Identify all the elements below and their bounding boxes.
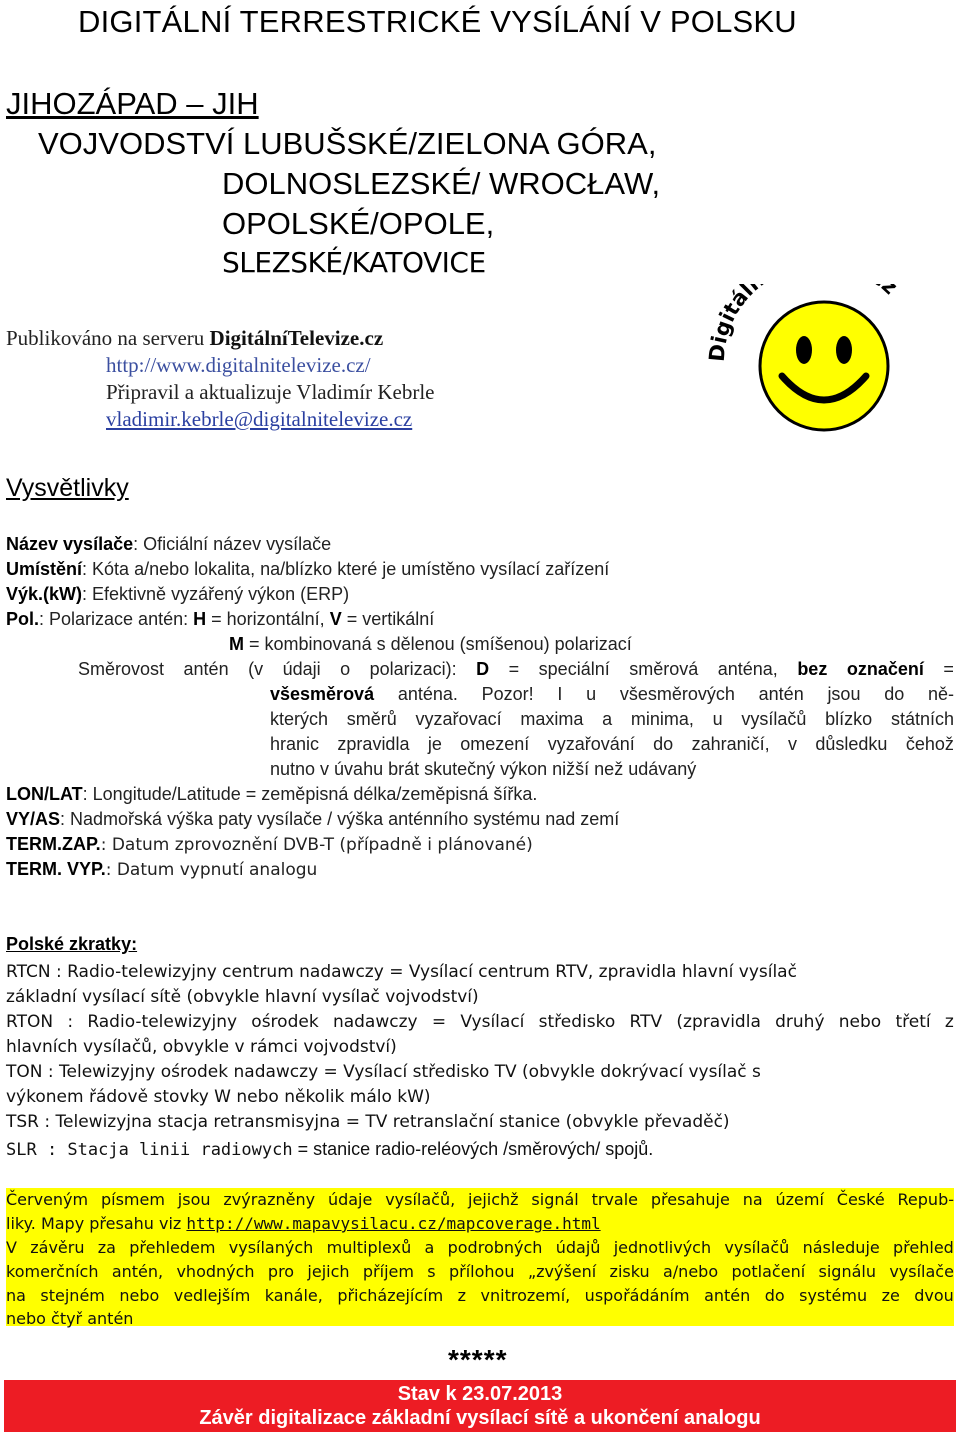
word: na xyxy=(742,1190,763,1209)
legend-vykon xyxy=(6,584,349,605)
word: signálu xyxy=(818,1262,876,1281)
word: u xyxy=(712,709,723,729)
word: s xyxy=(427,1262,436,1281)
legend-def: : Kóta a/nebo lokalita, na/blízko které je umístěno vysílací zařízení xyxy=(82,559,610,579)
legend-term: Pol. xyxy=(6,609,40,629)
word: Směrovost xyxy=(78,659,165,679)
word: příjem xyxy=(362,1262,414,1281)
word: vhodných xyxy=(176,1262,255,1281)
notice-text: liky. Mapy přesahu viz xyxy=(6,1214,187,1233)
word: podrobných xyxy=(447,1238,543,1257)
word: ze xyxy=(881,1286,900,1305)
word: vyzařovací xyxy=(415,709,502,729)
word: nadawczy xyxy=(332,1012,418,1032)
word: jednotlivých xyxy=(613,1238,712,1257)
legend-kombinovana xyxy=(229,634,632,655)
word: zvýrazněny xyxy=(223,1190,316,1209)
word: (zpravidla xyxy=(676,1012,761,1032)
word: = xyxy=(508,659,520,679)
legend-vyas xyxy=(6,809,619,830)
notice-line-5 xyxy=(6,1286,954,1305)
word: V xyxy=(6,1238,17,1257)
word: přehled xyxy=(893,1238,954,1257)
legend-term: LON/LAT xyxy=(6,784,83,804)
word: omezení xyxy=(460,734,530,754)
legend-def: : Efektivně vyzářený výkon (ERP) xyxy=(82,584,350,604)
legend-term: VY/AS xyxy=(6,809,61,829)
word: vysílačů xyxy=(741,709,807,729)
word: všesměrových xyxy=(619,684,735,704)
word: a/nebo xyxy=(662,1262,719,1281)
word: Vysílací xyxy=(460,1012,525,1032)
word: písmem xyxy=(100,1190,165,1209)
legend-term: V xyxy=(329,609,342,629)
notice-line-4 xyxy=(6,1262,954,1281)
word: Pozor! xyxy=(481,684,534,704)
word: hranic xyxy=(270,734,320,754)
publisher-prefix: Publikováno na serveru xyxy=(6,326,210,350)
legend-def: = horizontální, xyxy=(206,609,330,629)
word: kanále, xyxy=(264,1286,323,1305)
word: směrů xyxy=(346,709,397,729)
region-line-1: JIHOZÁPAD – JIH xyxy=(6,86,259,121)
word: údaji xyxy=(282,659,321,679)
word: minima, xyxy=(630,709,694,729)
word: ně- xyxy=(927,684,954,704)
abbr-slr-term: SLR : Stacja linii radiowych xyxy=(6,1140,293,1160)
word: vysílačů, xyxy=(385,1190,456,1209)
legend-def: : Oficiální název vysílače xyxy=(133,534,332,554)
abbr-rton-2: hlavních vysílačů, obvykle v rámci vojvodství) xyxy=(6,1037,397,1057)
notice-line-3 xyxy=(6,1238,954,1257)
word: kterých xyxy=(270,709,329,729)
legend-termvyp xyxy=(6,859,317,880)
word: z xyxy=(944,1012,954,1032)
abbr-slr xyxy=(6,1139,653,1160)
legend-lonlat xyxy=(6,784,537,805)
word: středisko xyxy=(538,1012,616,1032)
word: = xyxy=(431,1012,447,1032)
legend-umisteni xyxy=(6,559,609,580)
word: komerčních xyxy=(6,1262,99,1281)
word: vysílačů xyxy=(724,1238,790,1257)
separator: ***** xyxy=(448,1344,508,1375)
word: jsou xyxy=(177,1190,211,1209)
word: nebo xyxy=(119,1286,160,1305)
word: údajů xyxy=(555,1238,601,1257)
legend-def: : Nadmořská výška paty vysílače / výška anténního systému nad zemí xyxy=(60,809,620,829)
legend-termzap xyxy=(6,834,533,855)
word: přílohou xyxy=(448,1262,515,1281)
word: uspořádáním xyxy=(584,1286,690,1305)
logo xyxy=(706,284,932,434)
legend-smerovost xyxy=(78,659,954,680)
word: nebo xyxy=(838,1012,882,1032)
notice-line-2 xyxy=(6,1214,601,1233)
legend-line-8 xyxy=(270,709,954,730)
word: vnitrozemí, xyxy=(480,1286,571,1305)
word: systému xyxy=(799,1286,868,1305)
word: polarizaci): xyxy=(369,659,457,679)
word: D xyxy=(476,659,490,679)
word: vedlejším xyxy=(173,1286,251,1305)
word: za xyxy=(97,1238,116,1257)
legend-def: : Polarizace antén: xyxy=(39,609,194,629)
region-line-2: VOJVODSTVÍ LUBUŠSKÉ/ZIELONA GÓRA, xyxy=(38,126,657,161)
word: maxima xyxy=(520,709,584,729)
word: z xyxy=(457,1286,467,1305)
word: a xyxy=(602,709,613,729)
word: RTV xyxy=(629,1012,663,1032)
word: vyzařování xyxy=(547,734,635,754)
word: zahraničí, xyxy=(691,734,770,754)
legend-line-7 xyxy=(270,684,954,705)
legend-term: TERM. VYP. xyxy=(6,859,106,879)
page-title: DIGITÁLNÍ TERRESTRICKÉ VYSÍLÁNÍ V POLSKU xyxy=(78,4,797,39)
region-line-3: DOLNOSLEZSKÉ/ WROCŁAW, xyxy=(222,166,661,201)
word: anténa, xyxy=(717,659,778,679)
word: označení xyxy=(846,659,924,679)
word: třetí xyxy=(895,1012,931,1032)
word: státních xyxy=(890,709,954,729)
legend-term: H xyxy=(193,609,207,629)
abbr-rton-1 xyxy=(6,1012,954,1032)
word: RTON xyxy=(6,1012,54,1032)
legend-term: Název vysílače xyxy=(6,534,134,554)
word: a xyxy=(424,1238,435,1257)
word: bez xyxy=(797,659,828,679)
word: čehož xyxy=(905,734,954,754)
word: o xyxy=(340,659,351,679)
legend-def: : Longitude/Latitude = zeměpisná délka/zeměpisná šířka. xyxy=(82,784,538,804)
word: přicházejícím xyxy=(337,1286,444,1305)
legend-term: TERM.ZAP. xyxy=(6,834,101,854)
logo-text: Digitál z xyxy=(706,284,903,363)
legend-heading: Vysvětlivky xyxy=(6,474,129,502)
smiley-face-icon xyxy=(706,284,932,434)
word: blízko xyxy=(825,709,873,729)
publisher-site: DigitálníTelevize.cz xyxy=(209,326,384,350)
footer-subtitle: Závěr digitalizace základní vysílací sítě a ukončení analogu xyxy=(199,1407,761,1429)
word: stejném xyxy=(40,1286,105,1305)
legend-def: : Datum zprovoznění DVB-T (případně i plánované) xyxy=(100,835,533,855)
word: důsledku xyxy=(815,734,888,754)
notice-line-6: nebo čtyř antén xyxy=(6,1309,134,1328)
legend-line-10: nutno v úvahu brát skutečný výkon nižší než udávaný xyxy=(270,759,697,779)
word: druhý xyxy=(775,1012,825,1032)
word: (v xyxy=(248,659,264,679)
abbr-ton-2: výkonem řádově stovky W nebo několik málo kW) xyxy=(6,1087,431,1107)
word: antén, xyxy=(111,1262,164,1281)
legend-polarizace xyxy=(6,609,434,630)
word: v xyxy=(788,734,797,754)
word: signál xyxy=(531,1190,579,1209)
word: jejich xyxy=(307,1262,350,1281)
word: závěru xyxy=(30,1238,85,1257)
word: na xyxy=(6,1286,26,1305)
publisher-url-link[interactable]: http://www.digitalnitelevize.cz/ xyxy=(106,353,371,377)
publisher-line xyxy=(6,326,383,351)
legend-def: : Datum vypnutí analogu xyxy=(105,860,318,880)
abbr-ton-1: TON : Telewizyjny ośrodek nadawczy = Vysílací středisko TV (obvykle dokrývací vysílač s xyxy=(6,1062,761,1082)
word: vysílaných xyxy=(228,1238,314,1257)
word: zpravidla xyxy=(337,734,410,754)
word: do xyxy=(764,1286,785,1305)
abbr-rtcn-2: základní vysílací sítě (obvykle hlavní vysílač vojvodství) xyxy=(6,987,479,1007)
abbr-tsr: TSR : Telewizyjna stacja retransmisyjna = TV retranslační stanice (obvykle převaděč) xyxy=(6,1112,730,1132)
word: anténa. xyxy=(397,684,458,704)
word: jsou xyxy=(827,684,861,704)
word: České xyxy=(836,1190,885,1209)
word: je xyxy=(427,734,442,754)
word: přesahuje xyxy=(650,1190,730,1209)
region-line-4: OPOLSKÉ/OPOLE, xyxy=(222,206,495,241)
word: antén xyxy=(758,684,804,704)
word: do xyxy=(884,684,905,704)
legend-term: Umístění xyxy=(6,559,83,579)
word: do xyxy=(653,734,674,754)
word: směrová xyxy=(629,659,699,679)
word: následuje xyxy=(802,1238,880,1257)
notice-line-1 xyxy=(6,1190,954,1209)
legend-line-9 xyxy=(270,734,954,755)
abbr-slr-def: = stanice radio-reléových /směrových/ spojů. xyxy=(292,1139,654,1159)
publisher-author: Připravil a aktualizuje Vladimír Kebrle xyxy=(106,380,435,404)
word: všesměrová xyxy=(270,684,375,704)
footer-date: Stav k 23.07.2013 xyxy=(397,1383,563,1405)
mapcoverage-link[interactable]: http://www.mapavysilacu.cz/mapcoverage.html xyxy=(186,1214,601,1233)
word: přehledem xyxy=(129,1238,216,1257)
legend-nazev xyxy=(6,534,331,555)
word: multiplexů xyxy=(326,1238,412,1257)
word: : xyxy=(67,1012,74,1032)
word: údaje xyxy=(327,1190,373,1209)
word: „zvýšení xyxy=(527,1262,597,1281)
word: Repub- xyxy=(897,1190,954,1209)
legend-def: = kombinovaná s dělenou (smíšenou) polarizací xyxy=(244,634,632,654)
word: Radio-telewizyjny xyxy=(87,1012,238,1032)
legend-def: = vertikální xyxy=(341,609,435,629)
word: území xyxy=(775,1190,824,1209)
abbreviations-heading: Polské zkratky: xyxy=(6,934,138,954)
publisher-email-link[interactable]: vladimir.kebrle@digitalnitelevize.cz xyxy=(106,407,413,431)
word: trvale xyxy=(591,1190,639,1209)
word: ośrodek xyxy=(251,1012,319,1032)
abbr-rtcn-1: RTCN : Radio-telewizyjny centrum nadawczy = Vysílací centrum RTV, zpravidla hlavní vysílač xyxy=(6,962,797,982)
word: antén xyxy=(183,659,229,679)
word: Červeným xyxy=(6,1190,89,1209)
word: dvou xyxy=(914,1286,954,1305)
legend-term: M xyxy=(229,634,244,654)
word: speciální xyxy=(538,659,610,679)
word: zisku xyxy=(609,1262,650,1281)
word: u xyxy=(586,684,597,704)
word: pro xyxy=(267,1262,295,1281)
word: antén xyxy=(704,1286,751,1305)
legend-term: Výk.(kW) xyxy=(6,584,83,604)
word: I xyxy=(557,684,563,704)
word: jejichž xyxy=(468,1190,519,1209)
word: potlačení xyxy=(731,1262,806,1281)
word: = xyxy=(943,659,954,679)
word: vysílače xyxy=(889,1262,954,1281)
region-line-5: SLEZSKÉ/KATOVICE xyxy=(222,246,486,279)
